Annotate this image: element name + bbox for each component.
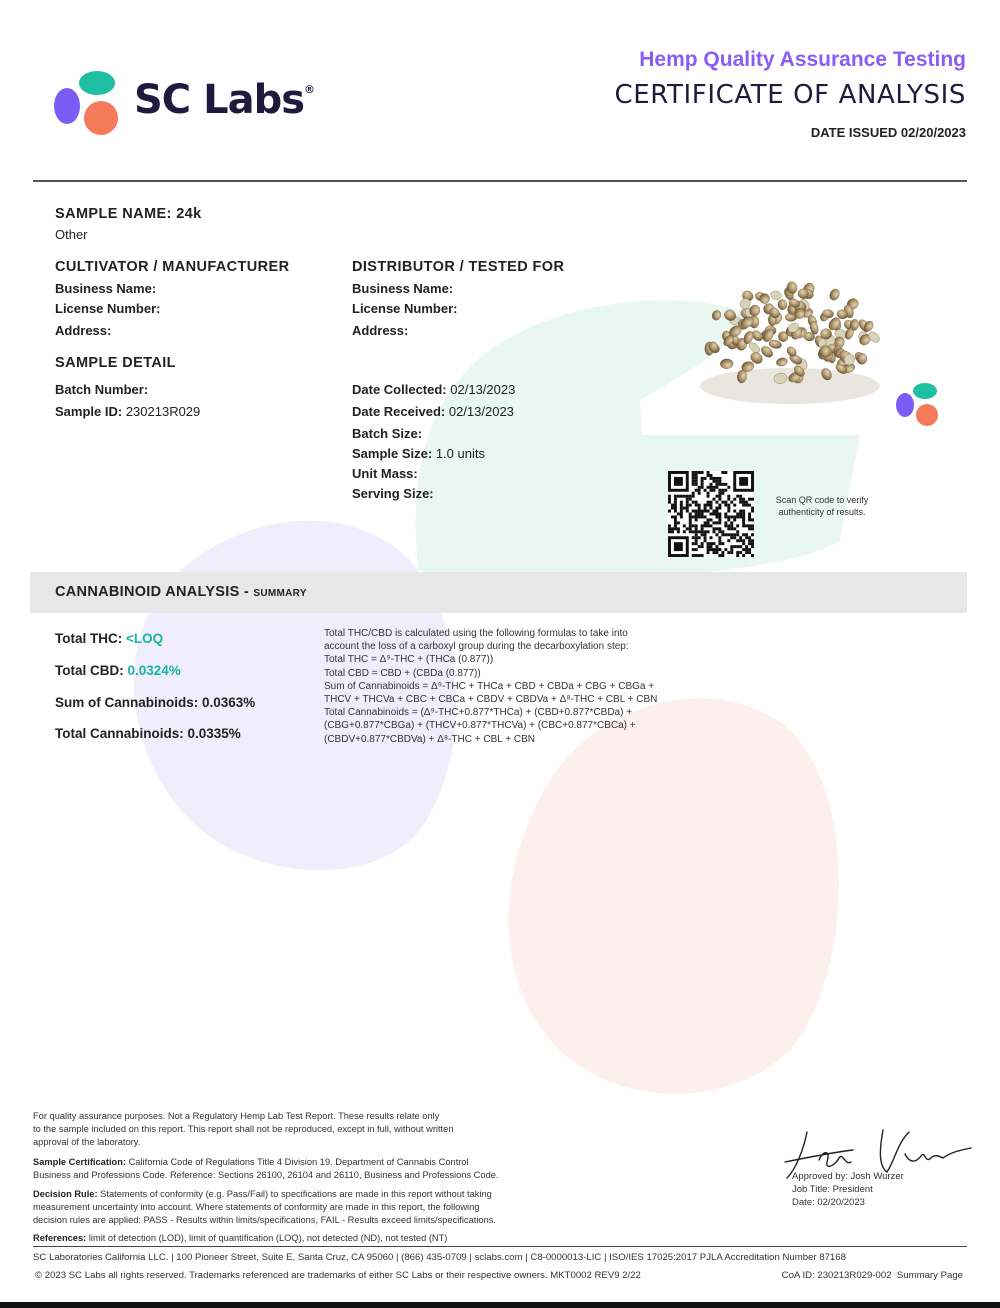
formula-notes: Total THC/CBD is calculated using the following formulas to take into account the loss of a carboxyl group during the decarboxylation step: Total THC = Δ⁹-THC + (THCa (0.877)) Total CBD = CBD + (CBDa (0.877)) Sum of Cannabinoids = Δ⁹-THC + THCa + CBD + CBDa + CBG + CBGa + THCV + THCVa + CBC + CBCa + CBDV + CBDVa + Δ⁸-THC + CBL + CBN Total Cannabinoids = (Δ⁹-THC+0.877*THCa) + (CBD+0.877*CBDa) + (CBG+0.877*CBGa) + (THCV+0.877*THCVa) + (CBC+0.877*CBCa) + (CBDV+0.877*CBDVa) + Δ⁸-THC + CBL + CBN: [324, 628, 658, 745]
sample-id: Sample ID: 230213R029: [55, 404, 201, 419]
decision-rule-note: Decision Rule: Statements of conformity (e.g. Pass/Fail) to specifications are made in this report without taking measurement uncertainty into account. Where statements of conformity are made in this report, the following decision rules are applied: PASS - Results within limits/specifications, FAIL - Results exceed limits/specifications.: [33, 1189, 496, 1225]
sample-name: SAMPLE NAME: 24k: [55, 206, 202, 222]
copyright-line: © 2023 SC Labs all rights reserved. Trademarks referenced are trademarks of either SC Labs or their respective owners. MKT0002 REV9 2/22: [35, 1270, 641, 1281]
date-collected: Date Collected: 02/13/2023: [352, 382, 516, 397]
sc-labs-logo-icon: [50, 66, 122, 138]
distributor-license-number: License Number:: [352, 301, 458, 316]
sc-labs-small-logo-icon: [894, 382, 940, 428]
lab-address-line: SC Laboratories California LLC. | 100 Pioneer Street, Suite E, Santa Cruz, CA 95060 | (866) 435-0709 | sclabs.com | C8-0000013-LIC | ISO/IES 17025:2017 PJLA Accreditation Number 87168: [33, 1252, 846, 1263]
footer-divider: [33, 1246, 967, 1247]
sample-photo: [690, 268, 890, 418]
cultivator-license-number: License Number:: [55, 301, 161, 316]
summary-title: CANNABINOID ANALYSIS - SUMMARY: [55, 584, 307, 600]
total-cannabinoids: Total Cannabinoids: 0.0335%: [55, 726, 241, 741]
report-subtitle: Hemp Quality Assurance Testing: [639, 48, 966, 71]
date-issued: DATE ISSUED 02/20/2023: [810, 125, 966, 140]
coa-id: CoA ID: 230213R029-002 Summary Page: [781, 1270, 963, 1281]
serving-size: Serving Size:: [352, 486, 434, 501]
qr-caption: Scan QR code to verify authenticity of results.: [775, 495, 869, 517]
sample-category: Other: [55, 227, 88, 242]
distributor-address: Address:: [352, 323, 409, 338]
batch-number: Batch Number:: [55, 382, 149, 397]
total-cbd: Total CBD: 0.0324%: [55, 663, 181, 678]
cultivator-heading: CULTIVATOR / MANUFACTURER: [55, 259, 290, 275]
approval-block: Approved by: Josh Wurzer Job Title: President Date: 02/20/2023: [792, 1171, 904, 1208]
sample-certification-note: Sample Certification: California Code of Regulations Title 4 Division 19. Department of Cannabis Control Business and Professions Code. Reference: Sections 26100, 26104 and 26110, Business and Professions Code.: [33, 1157, 499, 1180]
unit-mass: Unit Mass:: [352, 466, 418, 481]
distributor-business-name: Business Name:: [352, 281, 454, 296]
cultivator-address: Address:: [55, 323, 112, 338]
sum-of-cannabinoids: Sum of Cannabinoids: 0.0363%: [55, 695, 256, 710]
total-thc: Total THC: <LOQ: [55, 631, 164, 646]
sample-detail-heading: SAMPLE DETAIL: [55, 355, 176, 371]
brand-name: SC Labs®: [134, 77, 315, 123]
qr-code[interactable]: [668, 471, 754, 557]
page-title: CERTIFICATE OF ANALYSIS: [614, 80, 966, 110]
bottom-edge: [0, 1302, 1000, 1308]
date-received: Date Received: 02/13/2023: [352, 404, 514, 419]
distributor-heading: DISTRIBUTOR / TESTED FOR: [352, 259, 565, 275]
cultivator-business-name: Business Name:: [55, 281, 157, 296]
quality-assurance-note: For quality assurance purposes. Not a Regulatory Hemp Lab Test Report. These results relate only to the sample included on this report. This report shall not be reproduced, except in full, without written approval of the laboratory.: [33, 1111, 454, 1147]
header-divider: [33, 180, 967, 182]
references-note: References: limit of detection (LOD), limit of quantification (LOQ), not detected (ND), not tested (NT): [33, 1233, 448, 1243]
batch-size: Batch Size:: [352, 426, 423, 441]
sample-size: Sample Size: 1.0 units: [352, 446, 485, 461]
